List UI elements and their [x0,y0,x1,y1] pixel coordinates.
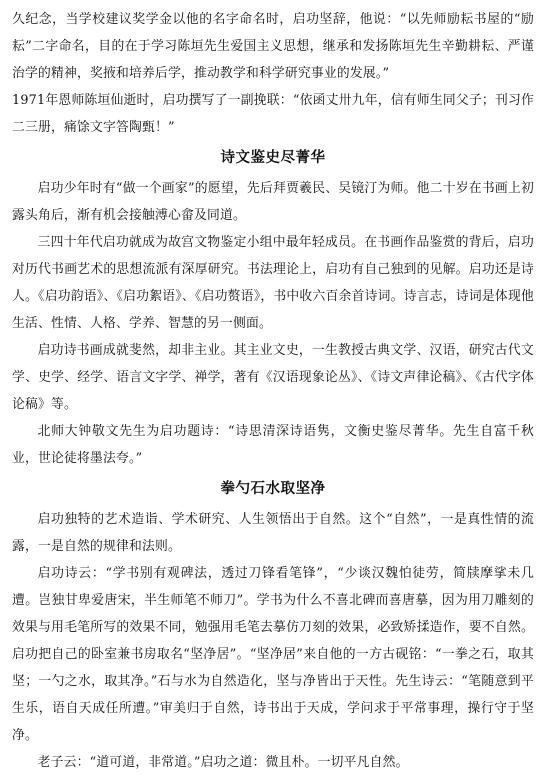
paragraph-scholarship: 久纪念，当学校建议奖学金以他的名字命名时，启功坚辞，他说：“以先师励耘书屋的“励耘”二字命名，目的在于学习陈垣先生爱国主义思想，继承和发扬陈垣先生辛勤耕耘、严谨治学的精神，奖掖和培养后学，推动教学和科学研究事业的发展。” [12,12,534,81]
paragraph-painter-wish: 启功少年时有“做一个画家”的愿望，先后拜贾羲民、吴镜汀为师。他二十岁在书画上初露头角后，渐有机会接触溥心畲及同道。 [12,181,534,223]
paragraph-elegy-couplet: 1971年恩师陈垣仙逝时，启功撰写了一副挽联：“依函丈卅九年，信有师生同父子；刊习作二三册，痛馀文字答陶甄！” [12,93,534,135]
paragraph-calligraphy-poem: 启功诗云：“学书别有观碑法，透过刀锋看笔锋”，“少谈汉魏怕徒劳，简牍摩挲未几遭。岂独甘卑爱唐宋，半生师笔不师刀”。学书为什么不喜北碑而喜唐摹，因为用刀雕刻的效果与用毛笔所写的效果不同，勉强用毛笔去摹仿刀刻的效果，必致矫揉造作，要不自然。启功把自己的卧室兼书房取名“坚净居”。“坚净居”来自他的一方古砚铭：“一拳之石，取其坚；一勺之水，取其净。”石与水为自然造化，坚与净皆出于天性。先生诗云：“笔随意到平生乐，语自天成任所遭。”审美归于自然，诗书出于天成，学问求于平常事理，操行守于坚净。 [12,566,534,743]
paragraph-laozi: 老子云：“道可道，非常道。”启功之道：微且朴。一切平凡自然。 [37,755,409,770]
paragraph-zhong-jingwen-poem: 北师大钟敬文先生为启功题诗：“诗思清深诗语隽，文衡史鉴尽菁华。先生自富千秋业，世论徒将墨法夸。” [12,424,534,466]
paragraph-main-career: 启功诗书画成就斐然，却非主业。其主业文史，一生教授古典文学、汉语，研究古代文学、史学、经学、语言文字学、禅学，著有《汉语现象论丛》、《诗文声律论稿》、《古代字体论稿》等。 [12,343,534,412]
paragraph-nature: 启功独特的艺术造诣、学术研究、人生领悟出于自然。这个“自然”，一是真性情的流露，一是自然的规律和法则。 [12,512,534,554]
section-heading-stone-water: 拳勺石水取坚净 [220,481,326,497]
paragraph-palace-museum: 三四十年代启功就成为故宫文物鉴定小组中最年轻成员。在书画作品鉴赏的背后，启功对历代书画艺术的思想流派有深厚研究。书法理论上，启功有自己独到的见解。启功还是诗人。《启功韵语》、《启功絮语》、《启功赘语》，书中收六百余首诗词。诗言志，诗词是体现他生活、性情、人格、学养、智慧的另一侧面。 [12,235,534,331]
section-heading-poetry: 诗文鉴史尽菁华 [220,150,326,166]
